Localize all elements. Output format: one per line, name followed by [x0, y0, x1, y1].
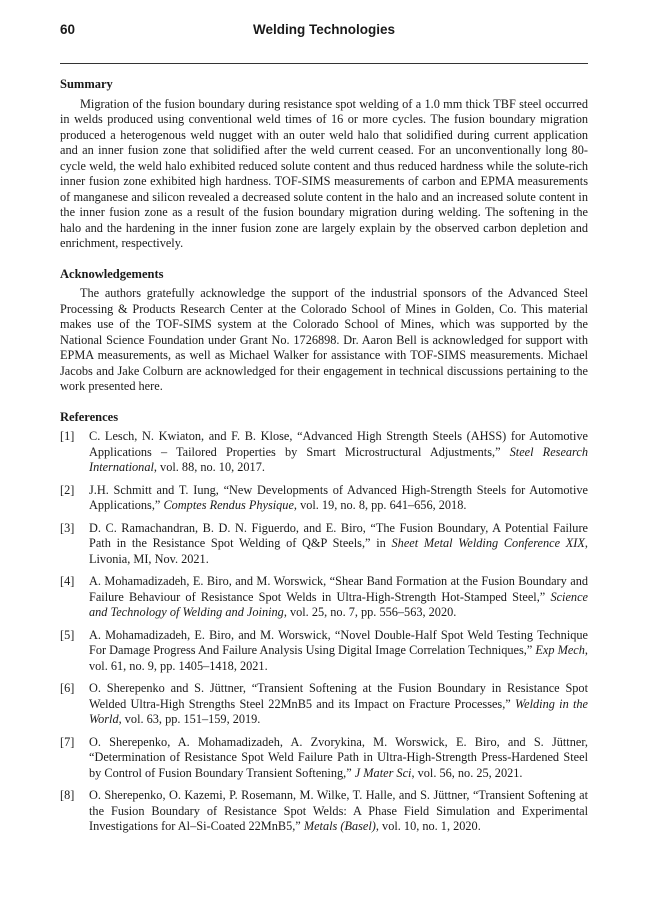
reference-text: J.H. Schmitt and T. Iung, “New Developments of Advanced High-Strength Steels for Automotive Applications,” — [89, 482, 588, 512]
reference-venue: Steel Research International — [89, 444, 588, 474]
reference-venue: Sheet Metal Welding Conference XIX — [391, 536, 585, 550]
reference-number: [2] — [60, 482, 75, 497]
acknowledgements-text: The authors gratefully acknowledge the support of the industrial sponsors of the Advanced Steel Processing & Products Research Center at the Colorado School of Mines in Golden, Co. This material makes use of the TOF-SIMS system at the Colorado School of Mines, which was supported by the National Science Foundation under Grant No. 1726898. Dr. Aaron Bell is acknowledged for support with EPMA measurements, as well as Michael Walker for assistance with TOF-SIMS measurements. Michael Jacobs and Jake Colburn are acknowledged for their engagement in technical discussions pertaining to the work presented here. — [60, 286, 588, 393]
reference-item — [60, 735, 588, 782]
reference-text: A. Mohamadizadeh, E. Biro, and M. Worswick, “Shear Band Formation at the Fusion Boundary and Failure Behaviour of Resistance Spot Welds in Ultra-High-Strength Hot-Stamped Steel,” — [89, 574, 588, 604]
reference-text: O. Sherepenko, A. Mohamadizadeh, A. Zvorykina, M. Worswick, E. Biro, and S. Jüttner, “Determination of Resistance Spot Weld Failure Path in Ultra-High-Strength Press-Hardened Steel by Control of Fusion Boundary Transient Softening,” — [89, 734, 588, 780]
header-rule — [60, 63, 588, 64]
reference-number: [5] — [60, 627, 75, 642]
reference-item — [60, 788, 588, 835]
reference-details: , vol. 61, no. 9, pp. 1405–1418, 2021. — [89, 643, 588, 673]
reference-details: , vol. 63, pp. 151–159, 2019. — [118, 712, 261, 726]
reference-item — [60, 429, 588, 476]
reference-details: , vol. 56, no. 25, 2021. — [411, 765, 523, 780]
reference-details: , vol. 19, no. 8, pp. 641–656, 2018. — [293, 498, 467, 512]
reference-number: [4] — [60, 574, 75, 588]
reference-item — [60, 628, 588, 675]
acknowledgements-heading: Acknowledgements — [60, 266, 164, 281]
reference-details: , vol. 88, no. 10, 2017. — [153, 460, 265, 474]
reference-venue: Comptes Rendus Physique — [163, 498, 294, 512]
reference-venue: J Mater Sci — [354, 765, 412, 780]
reference-number: [7] — [60, 734, 75, 749]
reference-venue: Welding in the World — [89, 696, 589, 726]
reference-item — [60, 521, 588, 568]
reference-text: O. Sherepenko, O. Kazemi, P. Rosemann, M. Wilke, T. Halle, and S. Jüttner, “Transient Softening at the Fusion Boundary of Resistance Spot Welds: A Phase Field Simulation and Experimental Investigations for Al–Si-Coated 22MnB5,” — [89, 788, 588, 833]
reference-venue: Exp Mech — [535, 643, 585, 657]
reference-item — [60, 574, 588, 621]
page-number: 60 — [60, 22, 76, 37]
acknowledgements-section — [60, 267, 588, 395]
references-section — [60, 410, 588, 835]
page-body — [60, 77, 588, 850]
reference-list — [60, 429, 588, 835]
summary-section — [60, 77, 588, 252]
reference-item — [60, 681, 588, 728]
reference-details: , vol. 10, no. 1, 2020. — [375, 819, 481, 833]
reference-text: A. Mohamadizadeh, E. Biro, and M. Worswick, “Novel Double-Half Spot Weld Testing Technique For Damage Progress And Failure Analysis Using Digital Image Correlation Techniques,” — [89, 627, 588, 657]
reference-venue: Science and Technology of Welding and Joining — [89, 589, 588, 619]
reference-number: [6] — [60, 681, 75, 695]
running-title: Welding Technologies — [252, 22, 395, 37]
reference-text: C. Lesch, N. Kwiaton, and F. B. Klose, “Advanced High Strength Steels (AHSS) for Automotive Applications – Tailored Properties by Smart Microstructural Adjustments,” — [89, 429, 588, 459]
reference-text: D. C. Ramachandran, B. D. N. Figuerdo, and E. Biro, “The Fusion Boundary, A Potential Failure Path in the Resistance Spot Welding of Q&P Steels,” in — [89, 520, 588, 550]
reference-number: [1] — [60, 429, 75, 443]
summary-heading: Summary — [60, 77, 113, 91]
reference-number: [8] — [60, 788, 75, 802]
reference-venue: Metals (Basel) — [303, 819, 376, 833]
reference-details: , Livonia, MI, Nov. 2021. — [89, 536, 588, 566]
page-header — [60, 22, 588, 44]
reference-number: [3] — [60, 520, 75, 535]
reference-details: , vol. 25, no. 7, pp. 556–563, 2020. — [283, 605, 457, 619]
references-heading: References — [60, 409, 119, 424]
reference-text: O. Sherepenko and S. Jüttner, “Transient Softening at the Fusion Boundary in Resistance Spot Welded Ultra-High Strengths Steel 22MnB5 and its Impact on Fracture Processes,” — [89, 681, 588, 711]
reference-item — [60, 483, 588, 514]
summary-text: Migration of the fusion boundary during resistance spot welding of a 1.0 mm thick TBF steel occurred in welds produced using conventional weld times of 16 or more cycles. The fusion boundary migration produced a heterogenous weld nugget with an outer weld halo that solidified during current application and an inner fusion zone that solidified after the weld current ceased. For an unconventionally long 80-cycle weld, the weld halo exhibited reduced solute content and thus reduced hardness while the solute-rich inner fusion zone exhibited high hardness. TOF-SIMS measurements of carbon and EPMA measurements of manganese and silicon revealed a decreased solute content in the halo and an increased solute content in the inner fusion zone as a result of the fusion boundary migration during welding. The softening in the halo and the hardening in the inner fusion zone are largely explain by the observed carbon depletion and enrichment, respectively. — [60, 96, 588, 250]
